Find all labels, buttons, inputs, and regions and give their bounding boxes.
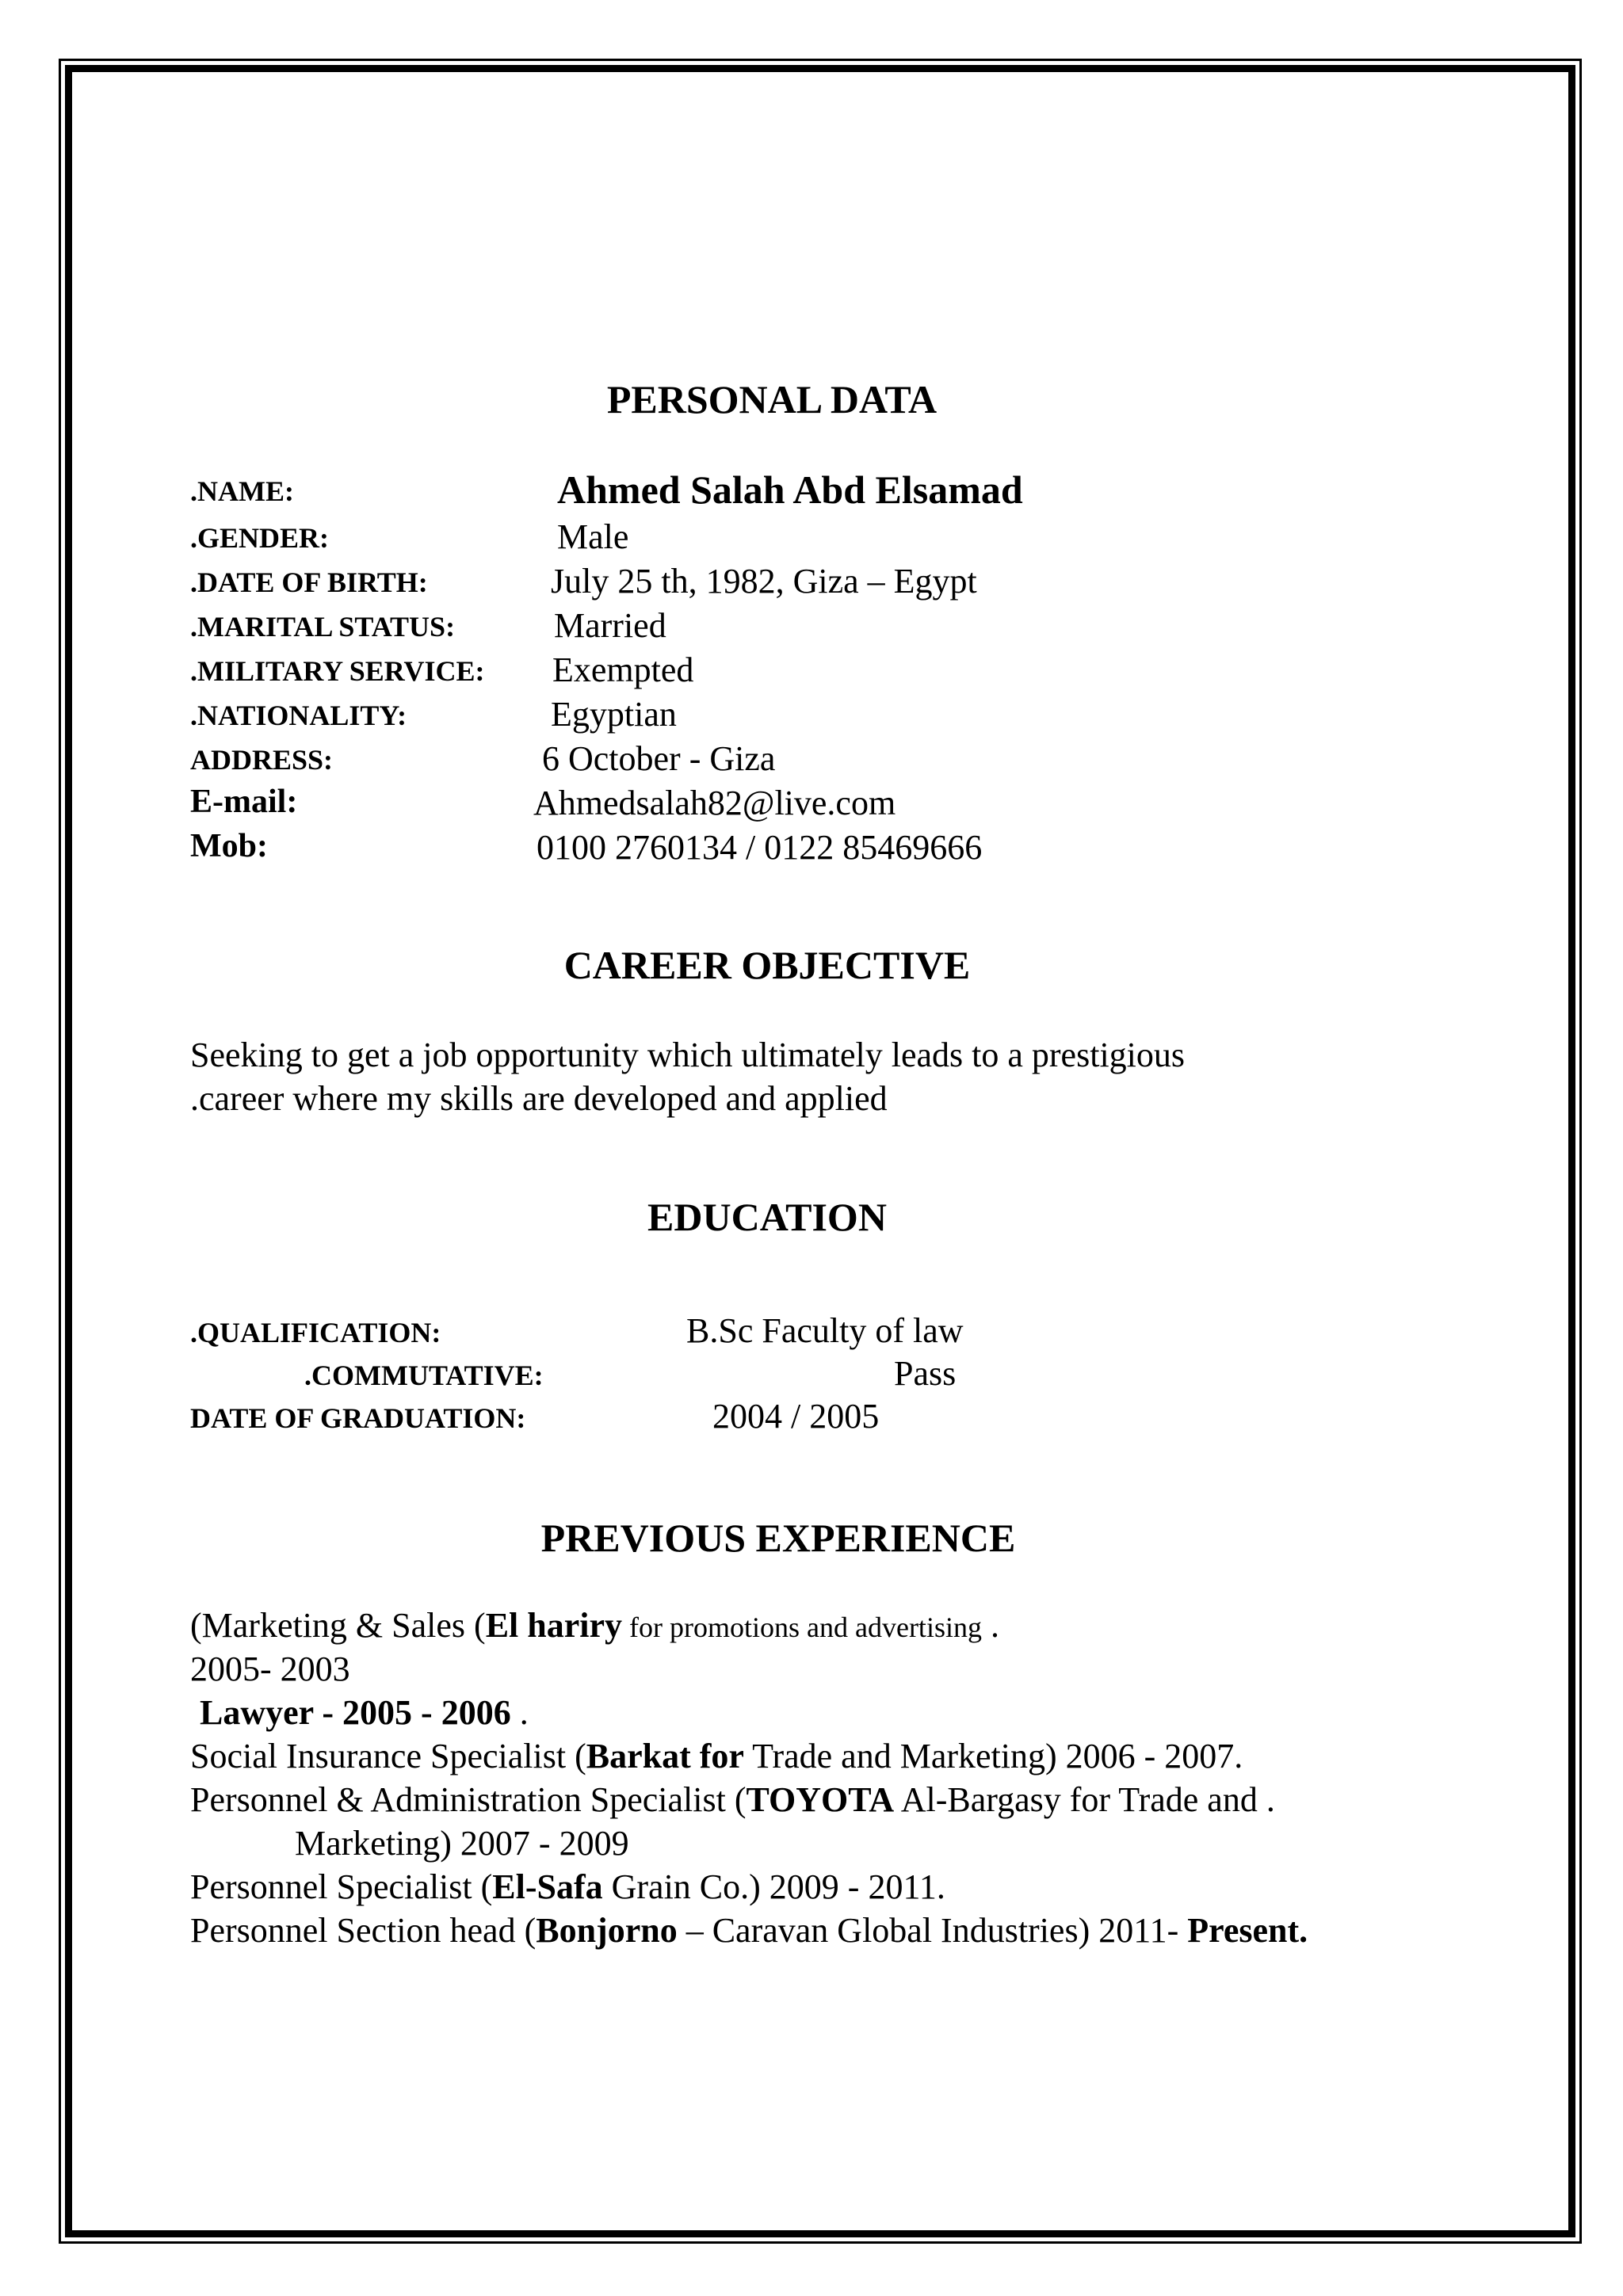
mobile-label: Mob:	[190, 828, 268, 864]
experience-item-1: (Marketing & Sales (El hariry for promotions and advertising .	[190, 1606, 999, 1645]
experience-item-5: Personnel Specialist (El-Safa Grain Co.) 2009 - 2011.	[190, 1867, 945, 1906]
education-heading: EDUCATION	[647, 1195, 887, 1239]
experience-item-1-years: 2005- 2003	[190, 1650, 350, 1688]
address-label: ADDRESS:	[190, 744, 334, 776]
marital-status-value: Married	[554, 606, 666, 645]
gender-label: .GENDER:	[190, 522, 330, 554]
mobile-value: 0100 2760134 / 0122 85469666	[537, 828, 983, 867]
experience-item-2: Lawyer - 2005 - 2006 .	[200, 1693, 529, 1732]
qualification-label: .QUALIFICATION:	[190, 1317, 441, 1348]
personal-data-heading: PERSONAL DATA	[606, 377, 938, 421]
career-objective-line-2: .career where my skills are developed and applied	[190, 1079, 888, 1118]
military-service-label: .MILITARY SERVICE:	[190, 655, 485, 687]
email-label: E-mail:	[190, 784, 298, 820]
experience-item-4-line-2: Marketing) 2007 - 2009	[295, 1824, 629, 1863]
career-objective-line-1: Seeking to get a job opportunity which ultimately leads to a prestigious	[190, 1035, 1186, 1074]
name-value: Ahmed Salah Abd Elsamad	[557, 467, 1023, 512]
dob-label: .DATE OF BIRTH:	[190, 566, 428, 598]
career-objective-heading: CAREER OBJECTIVE	[563, 943, 971, 987]
experience-item-4: Personnel & Administration Specialist (TOYOTA Al-Bargasy for Trade and .	[190, 1780, 1275, 1819]
dob-value: July 25 th, 1982, Giza – Egypt	[551, 562, 977, 601]
commutative-value: Pass	[894, 1354, 957, 1393]
nationality-value: Egyptian	[551, 695, 677, 734]
military-service-value: Exempted	[552, 650, 694, 689]
marital-status-label: .MARITAL STATUS:	[190, 611, 456, 643]
email-value: Ahmedsalah82@live.com	[533, 784, 896, 822]
name-label: .NAME:	[190, 475, 294, 507]
nationality-label: .NATIONALITY:	[190, 700, 407, 731]
graduation-date-label: DATE OF GRADUATION:	[190, 1402, 526, 1434]
address-value: 6 October - Giza	[542, 739, 776, 778]
experience-item-3: Social Insurance Specialist (Barkat for Trade and Marketing) 2006 - 2007.	[190, 1737, 1243, 1775]
commutative-label: .COMMUTATIVE:	[304, 1360, 544, 1391]
experience-item-6: Personnel Section head (Bonjorno – Caravan Global Industries) 2011- Present.	[190, 1911, 1308, 1950]
previous-experience-heading: PREVIOUS EXPERIENCE	[540, 1516, 1016, 1560]
gender-value: Male	[557, 517, 629, 556]
graduation-date-value: 2004 / 2005	[712, 1397, 880, 1436]
qualification-value: B.Sc Faculty of law	[686, 1311, 964, 1350]
